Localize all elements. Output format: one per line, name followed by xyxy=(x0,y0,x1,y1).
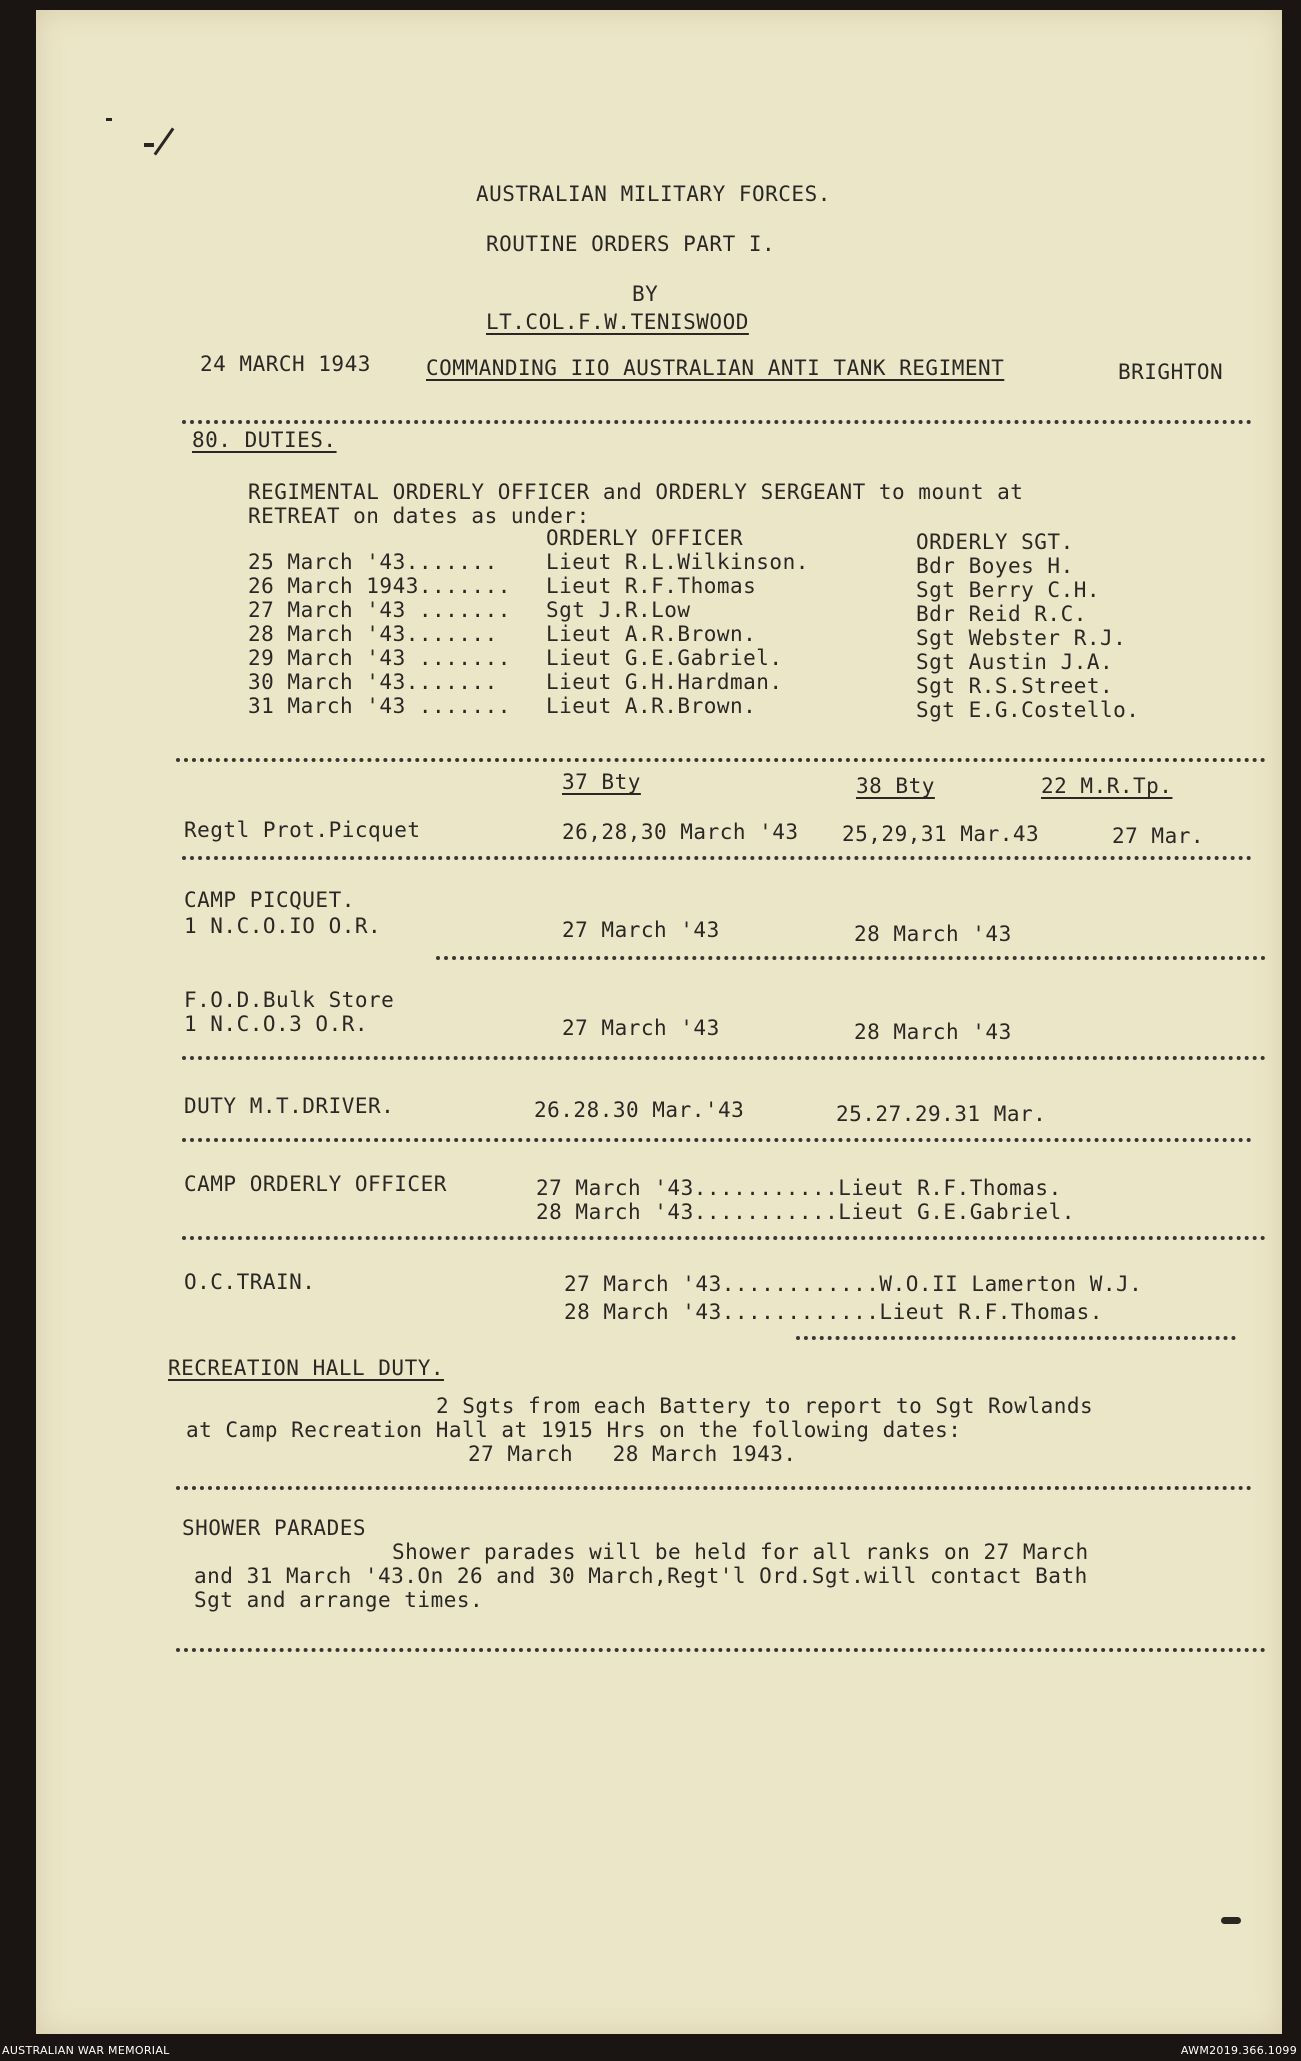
roster-officer: Lieut A.R.Brown. xyxy=(546,694,757,718)
location: BRIGHTON xyxy=(1118,360,1224,384)
battery-header-38: 38 Bty xyxy=(856,774,935,798)
mt-driver-37: 26.28.30 Mar.'43 xyxy=(534,1098,745,1122)
footer-credit: AUSTRALIAN WAR MEMORIAL xyxy=(2,2044,170,2057)
column-header-officer: ORDERLY OFFICER xyxy=(546,526,744,550)
divider xyxy=(176,1486,1252,1490)
shower-text: Sgt and arrange times. xyxy=(194,1588,484,1612)
camp-orderly-line: 28 March '43...........Lieut G.E.Gabriel. xyxy=(536,1200,1075,1224)
divider xyxy=(182,1138,1252,1142)
roster-sgt: Sgt R.S.Street. xyxy=(916,674,1114,698)
commanding-officer: LT.COL.F.W.TENISWOOD xyxy=(486,310,749,334)
duties-intro: REGIMENTAL ORDERLY OFFICER and ORDERLY SERGEANT to mount at xyxy=(248,480,1024,504)
section-heading-duties: 80. DUTIES. xyxy=(192,428,337,452)
duties-intro: RETREAT on dates as under: xyxy=(248,504,590,528)
roster-officer: Lieut A.R.Brown. xyxy=(546,622,757,646)
roster-date: 27 March '43 ....... xyxy=(248,598,511,622)
roster-sgt: Sgt Webster R.J. xyxy=(916,626,1127,650)
picquet-38: 25,29,31 Mar.43 xyxy=(842,822,1040,846)
divider xyxy=(182,1056,1266,1060)
footer-accession: AWM2019.366.1099 xyxy=(1180,2044,1297,2057)
roster-officer: Lieut R.L.Wilkinson. xyxy=(546,550,809,574)
command-line: COMMANDING IIO AUSTRALIAN ANTI TANK REGIMENT xyxy=(426,356,1005,380)
roster-date: 25 March '43....... xyxy=(248,550,498,574)
roster-sgt: Sgt E.G.Costello. xyxy=(916,698,1140,722)
roster-date: 31 March '43 ....... xyxy=(248,694,511,718)
ink-mark xyxy=(106,118,112,121)
recreation-heading: RECREATION HALL DUTY. xyxy=(168,1356,445,1380)
camp-orderly-line: 27 March '43...........Lieut R.F.Thomas. xyxy=(536,1176,1062,1200)
recreation-text: 2 Sgts from each Battery to report to Sgt Rowlands xyxy=(436,1394,1094,1418)
camp-picquet-label: CAMP PICQUET. xyxy=(184,888,355,912)
mt-driver-38: 25.27.29.31 Mar. xyxy=(836,1102,1047,1126)
roster-sgt: Sgt Austin J.A. xyxy=(916,650,1114,674)
roster-sgt: Bdr Reid R.C. xyxy=(916,602,1087,626)
roster-sgt: Sgt Berry C.H. xyxy=(916,578,1101,602)
roster-officer: Sgt J.R.Low xyxy=(546,598,691,622)
divider xyxy=(182,1236,1266,1240)
roster-date: 29 March '43 ....... xyxy=(248,646,511,670)
divider xyxy=(176,1648,1266,1652)
battery-header-mrtp: 22 M.R.Tp. xyxy=(1041,774,1173,798)
roster-officer: Lieut G.E.Gabriel. xyxy=(546,646,783,670)
oc-train-line: 28 March '43............Lieut R.F.Thomas. xyxy=(564,1300,1103,1324)
order-date: 24 MARCH 1943 xyxy=(200,352,371,376)
ink-mark xyxy=(154,128,175,156)
divider xyxy=(182,856,1252,860)
fod-label: F.O.D.Bulk Store xyxy=(184,988,395,1012)
roster-date: 28 March '43....... xyxy=(248,622,498,646)
divider xyxy=(436,956,1266,960)
roster-date: 30 March '43....... xyxy=(248,670,498,694)
roster-sgt: Bdr Boyes H. xyxy=(916,554,1074,578)
ink-mark xyxy=(144,143,154,147)
picquet-37: 26,28,30 March '43 xyxy=(562,820,799,844)
fod-38: 28 March '43 xyxy=(854,1020,1012,1044)
mt-driver-label: DUTY M.T.DRIVER. xyxy=(184,1094,395,1118)
fod-sub: 1 N.C.O.3 O.R. xyxy=(184,1012,369,1036)
roster-date: 26 March 1943....... xyxy=(248,574,511,598)
recreation-text: at Camp Recreation Hall at 1915 Hrs on the following dates: xyxy=(186,1418,962,1442)
divider xyxy=(176,758,1266,762)
battery-header-37: 37 Bty xyxy=(562,770,641,794)
document-subtitle: ROUTINE ORDERS PART I. xyxy=(486,232,776,256)
picquet-mrtp: 27 Mar. xyxy=(1112,824,1205,848)
camp-picquet-38: 28 March '43 xyxy=(854,922,1012,946)
document-title: AUSTRALIAN MILITARY FORCES. xyxy=(476,182,831,206)
ink-mark xyxy=(1221,1917,1241,1924)
roster-officer: Lieut G.H.Hardman. xyxy=(546,670,783,694)
document-page xyxy=(36,10,1282,2034)
by-line: BY xyxy=(632,282,659,306)
shower-text: and 31 March '43.On 26 and 30 March,Regt'l Ord.Sgt.will contact Bath xyxy=(194,1564,1088,1588)
oc-train-line: 27 March '43............W.O.II Lamerton W.J. xyxy=(564,1272,1143,1296)
column-header-sgt: ORDERLY SGT. xyxy=(916,530,1074,554)
divider xyxy=(182,420,1252,424)
divider xyxy=(796,1336,1236,1340)
recreation-text: 27 March 28 March 1943. xyxy=(468,1442,797,1466)
camp-orderly-label: CAMP ORDERLY OFFICER xyxy=(184,1172,447,1196)
oc-train-label: O.C.TRAIN. xyxy=(184,1270,316,1294)
shower-heading: SHOWER PARADES xyxy=(182,1516,367,1540)
fod-37: 27 March '43 xyxy=(562,1016,720,1040)
shower-text: Shower parades will be held for all ranks on 27 March xyxy=(392,1540,1089,1564)
picquet-label: Regtl Prot.Picquet xyxy=(184,818,421,842)
camp-picquet-sub: 1 N.C.O.IO O.R. xyxy=(184,914,382,938)
roster-officer: Lieut R.F.Thomas xyxy=(546,574,757,598)
camp-picquet-37: 27 March '43 xyxy=(562,918,720,942)
